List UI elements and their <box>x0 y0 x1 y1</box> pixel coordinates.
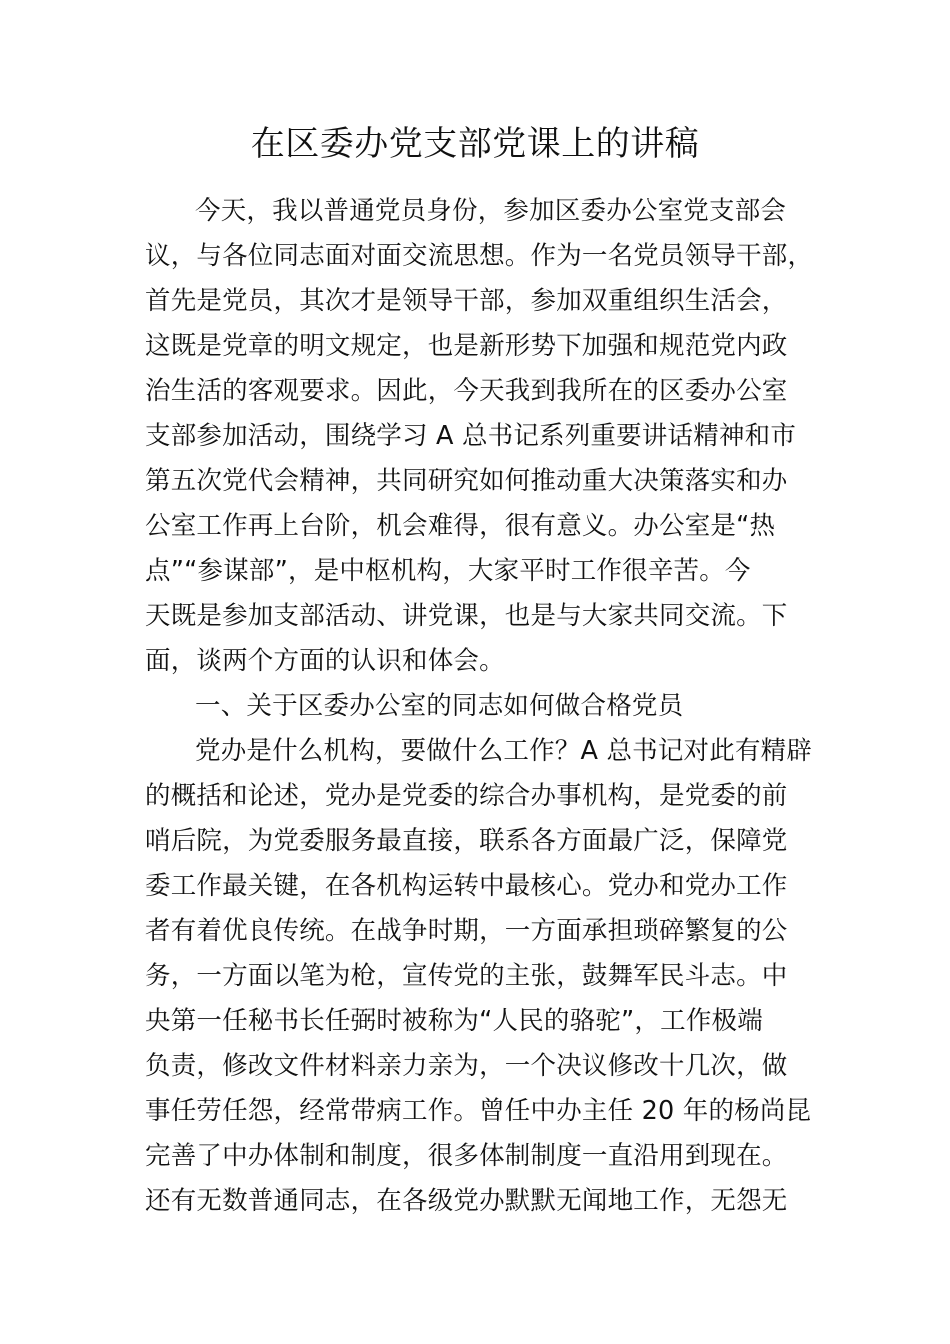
text-line: 务，一方面以笔为枪，宣传党的主张，鼓舞军民斗志。中 <box>145 961 788 991</box>
text-line: 这既是党章的明文规定，也是新形势下加强和规范党内政 <box>145 331 788 361</box>
document-title: 在区委办党支部党课上的讲稿 <box>250 124 700 164</box>
text-line: 天既是参加支部活动、讲党课，也是与大家共同交流。下 <box>145 601 788 631</box>
text-line: 党办是什么机构，要做什么工作？A 总书记对此有精辟 <box>195 736 813 766</box>
text-line: 央第一任秘书长任弼时被称为“人民的骆驼”，工作极端 <box>145 1006 763 1036</box>
document-body <box>145 189 825 1224</box>
text-line: 支部参加活动，围绕学习 A 总书记系列重要讲话精神和市 <box>145 421 797 451</box>
text-line: 事任劳任怨，经常带病工作。曾任中办主任 20 年的杨尚昆 <box>145 1096 812 1126</box>
text-line: 还有无数普通同志，在各级党办默默无闻地工作，无怨无 <box>145 1186 788 1216</box>
text-line: 完善了中办体制和制度，很多体制制度一直沿用到现在。 <box>145 1141 788 1171</box>
text-line: 第五次党代会精神，共同研究如何推动重大决策落实和办 <box>145 466 788 496</box>
text-line: 治生活的客观要求。因此，今天我到我所在的区委办公室 <box>145 376 788 406</box>
section-heading: 一、关于区委办公室的同志如何做合格党员 <box>195 691 684 721</box>
text-line: 今天，我以普通党员身份，参加区委办公室党支部会 <box>195 196 787 226</box>
text-line: 者有着优良传统。在战争时期，一方面承担琐碎繁复的公 <box>145 916 788 946</box>
text-line: 负责，修改文件材料亲力亲为，一个决议修改十几次，做 <box>145 1051 788 1081</box>
text-line: 的概括和论述，党办是党委的综合办事机构，是党委的前 <box>145 781 788 811</box>
text-line: 公室工作再上台阶，机会难得，很有意义。办公室是“热 <box>145 511 776 541</box>
text-line: 委工作最关键，在各机构运转中最核心。党办和党办工作 <box>145 871 788 901</box>
text-line: 议，与各位同志面对面交流思想。作为一名党员领导干部， <box>145 241 814 271</box>
text-line: 哨后院，为党委服务最直接，联系各方面最广泛，保障党 <box>145 826 788 856</box>
text-line: 面，谈两个方面的认识和体会。 <box>145 646 505 676</box>
text-line: 点”“参谋部”，是中枢机构，大家平时工作很辛苦。今 <box>145 556 751 586</box>
text-line: 首先是党员，其次才是领导干部，参加双重组织生活会， <box>145 286 788 316</box>
